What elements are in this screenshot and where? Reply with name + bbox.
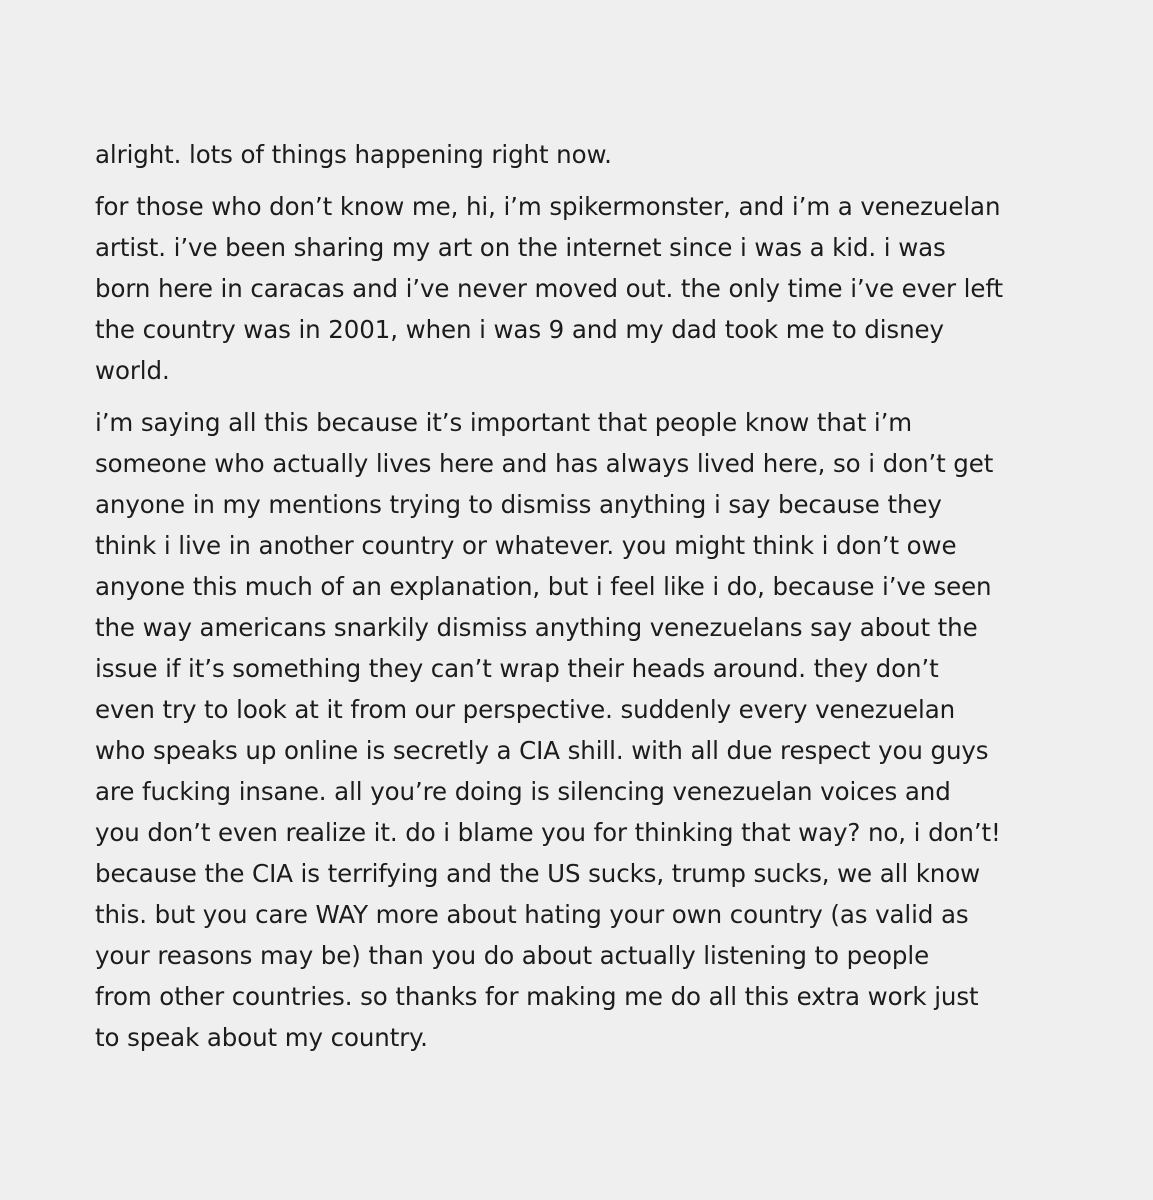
text-line: you don’t even realize it. do i blame you for thinking that way? no, i don’t!	[95, 818, 1001, 847]
text-line: born here in caracas and i’ve never moved out. the only time i’ve ever left	[95, 274, 1003, 303]
text-line: someone who actually lives here and has always lived here, so i don’t get	[95, 449, 994, 478]
paragraph-3	[95, 402, 1095, 1058]
document-body	[95, 134, 1095, 1069]
text-line: even try to look at it from our perspective. suddenly every venezuelan	[95, 695, 956, 724]
text-line: from other countries. so thanks for making me do all this extra work just	[95, 982, 979, 1011]
text-line: artist. i’ve been sharing my art on the internet since i was a kid. i was	[95, 233, 946, 262]
text-line: to speak about my country.	[95, 1023, 428, 1052]
text-line: think i live in another country or whatever. you might think i don’t owe	[95, 531, 957, 560]
text-line: are fucking insane. all you’re doing is silencing venezuelan voices and	[95, 777, 951, 806]
text-line: because the CIA is terrifying and the US sucks, trump sucks, we all know	[95, 859, 981, 888]
text-line: anyone this much of an explanation, but i feel like i do, because i’ve seen	[95, 572, 992, 601]
text-line: this. but you care WAY more about hating your own country (as valid as	[95, 900, 969, 929]
text-line: who speaks up online is secretly a CIA shill. with all due respect you guys	[95, 736, 989, 765]
paragraph-1	[95, 134, 1095, 175]
text-line: world.	[95, 356, 170, 385]
text-line: your reasons may be) than you do about actually listening to people	[95, 941, 930, 970]
text-line: the way americans snarkily dismiss anything venezuelans say about the	[95, 613, 978, 642]
text-line: i’m saying all this because it’s important that people know that i’m	[95, 408, 913, 437]
text-line: anyone in my mentions trying to dismiss anything i say because they	[95, 490, 942, 519]
text-line: for those who don’t know me, hi, i’m spikermonster, and i’m a venezuelan	[95, 192, 1001, 221]
text-line: issue if it’s something they can’t wrap their heads around. they don’t	[95, 654, 939, 683]
text-line: alright. lots of things happening right now.	[95, 140, 612, 169]
paragraph-2	[95, 186, 1095, 391]
text-line: the country was in 2001, when i was 9 and my dad took me to disney	[95, 315, 944, 344]
